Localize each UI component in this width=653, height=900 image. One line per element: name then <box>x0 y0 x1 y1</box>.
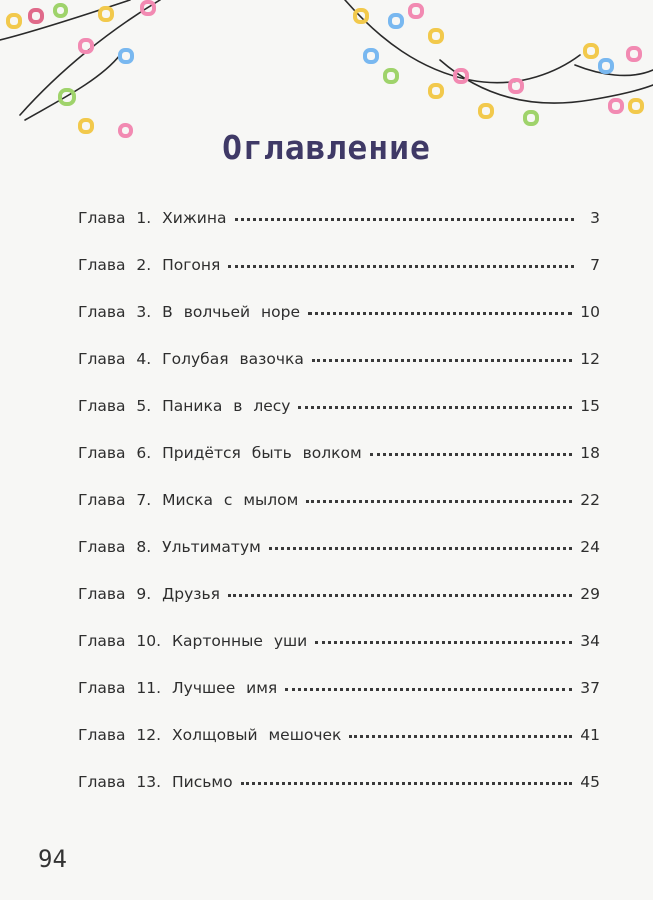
toc-entry-page: 18 <box>580 444 600 462</box>
toc-entry-label: Глава 5. Паника в лесу <box>78 397 291 415</box>
toc-entry-page: 7 <box>590 256 600 274</box>
toc-entry[interactable] <box>78 632 600 679</box>
toc-entry-label: Глава 3. В волчьей норе <box>78 303 301 321</box>
toc-entry[interactable] <box>78 679 600 726</box>
toc-entry-label: Глава 9. Друзья <box>78 585 220 603</box>
toc-dot-leader <box>315 641 572 644</box>
toc-entry[interactable] <box>78 585 600 632</box>
page-title: Оглавление <box>222 128 431 167</box>
toc-entry-label: Глава 7. Миска с мылом <box>78 491 299 509</box>
toc-entry-page: 37 <box>580 679 600 697</box>
toc-entry[interactable] <box>78 350 600 397</box>
toc-entry-page: 24 <box>580 538 600 556</box>
toc-entry-page: 34 <box>580 632 600 650</box>
toc-entry[interactable] <box>78 444 600 491</box>
toc-entry-page: 22 <box>580 491 600 509</box>
toc-entry[interactable] <box>78 491 600 538</box>
toc-entry[interactable] <box>78 397 600 444</box>
toc-entry[interactable] <box>78 256 600 303</box>
toc-entry-label: Глава 2. Погоня <box>78 256 221 274</box>
toc-entry-page: 3 <box>590 209 600 227</box>
toc-entry-page: 15 <box>580 397 600 415</box>
toc-dot-leader <box>298 406 572 409</box>
toc-entry[interactable] <box>78 303 600 350</box>
toc-dot-leader <box>241 782 573 785</box>
toc-entry-label: Глава 11. Лучшее имя <box>78 679 278 697</box>
toc-entry[interactable] <box>78 773 600 820</box>
toc-entry-page: 41 <box>580 726 600 744</box>
toc-entry-page: 12 <box>580 350 600 368</box>
toc-dot-leader <box>312 359 572 362</box>
toc-entry[interactable] <box>78 726 600 773</box>
toc-dot-leader <box>228 594 572 597</box>
toc-dot-leader <box>228 265 574 268</box>
page-number: 94 <box>38 845 67 873</box>
toc-entry-label: Глава 13. Письмо <box>78 773 233 791</box>
toc-entry-label: Глава 1. Хижина <box>78 209 227 227</box>
table-of-contents <box>78 209 600 820</box>
toc-dot-leader <box>269 547 572 550</box>
toc-entry[interactable] <box>78 538 600 585</box>
toc-entry[interactable] <box>78 209 600 256</box>
toc-dot-leader <box>285 688 572 691</box>
toc-entry-label: Глава 8. Ультиматум <box>78 538 261 556</box>
toc-dot-leader <box>370 453 573 456</box>
toc-entry-label: Глава 10. Картонные уши <box>78 632 308 650</box>
toc-entry-page: 10 <box>580 303 600 321</box>
toc-entry-page: 45 <box>580 773 600 791</box>
toc-dot-leader <box>308 312 572 315</box>
toc-entry-label: Глава 6. Придётся быть волком <box>78 444 362 462</box>
toc-dot-leader <box>306 500 572 503</box>
toc-entry-label: Глава 4. Голубая вазочка <box>78 350 304 368</box>
toc-dot-leader <box>235 218 575 221</box>
toc-dot-leader <box>349 735 572 738</box>
toc-entry-label: Глава 12. Холщовый мешочек <box>78 726 342 744</box>
toc-entry-page: 29 <box>580 585 600 603</box>
